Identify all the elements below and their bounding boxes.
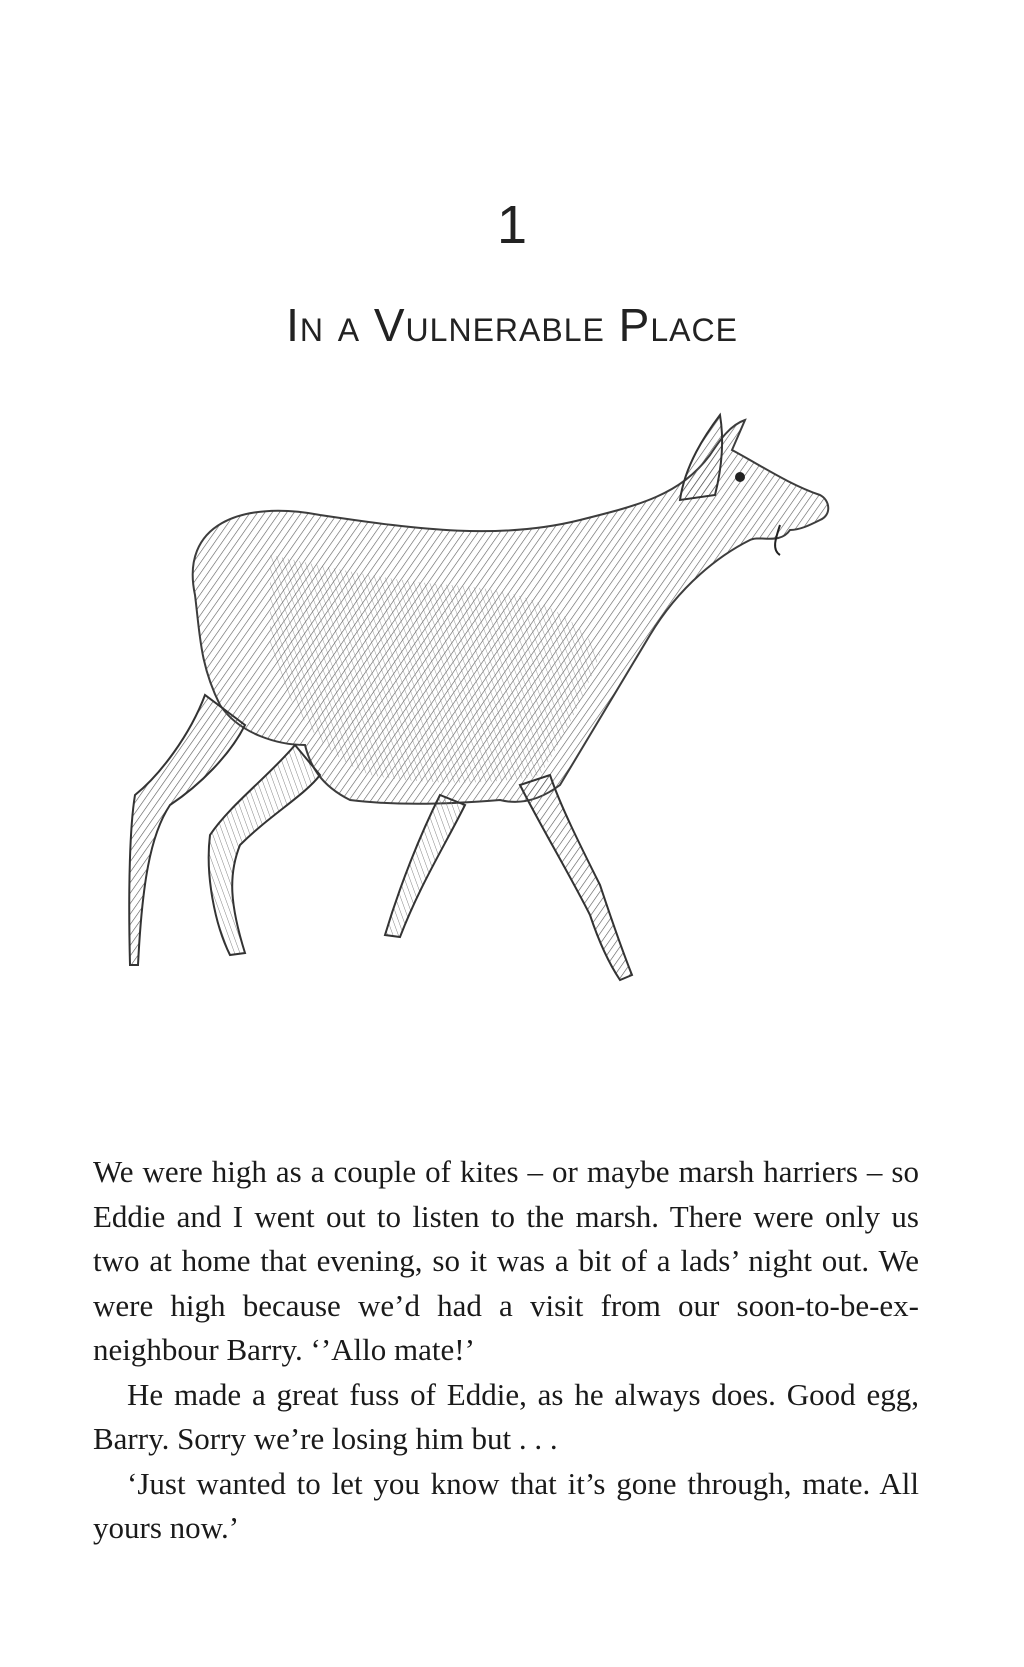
paragraph: He made a great fuss of Eddie, as he always does. Good egg, Barry. Sorry we’re losing him but . . .	[93, 1376, 919, 1456]
paragraph: ‘Just wanted to let you know that it’s gone through, mate. All yours now.’	[93, 1465, 919, 1545]
chapter-title: In a Vulnerable Place	[286, 299, 738, 351]
chapter-number: 1	[496, 195, 528, 255]
body-text	[93, 1150, 919, 1551]
paragraph: We were high as a couple of kites – or maybe marsh harriers – so Eddie and I went out to listen to the marsh. There were only us two at home that evening, so it was a bit of a lads’ night out. We were high because we’d had a visit from our soon-to-be-ex-neighbour Barry. ‘’Allo mate!’	[93, 1154, 919, 1367]
deer-sketch-icon	[120, 405, 900, 1045]
